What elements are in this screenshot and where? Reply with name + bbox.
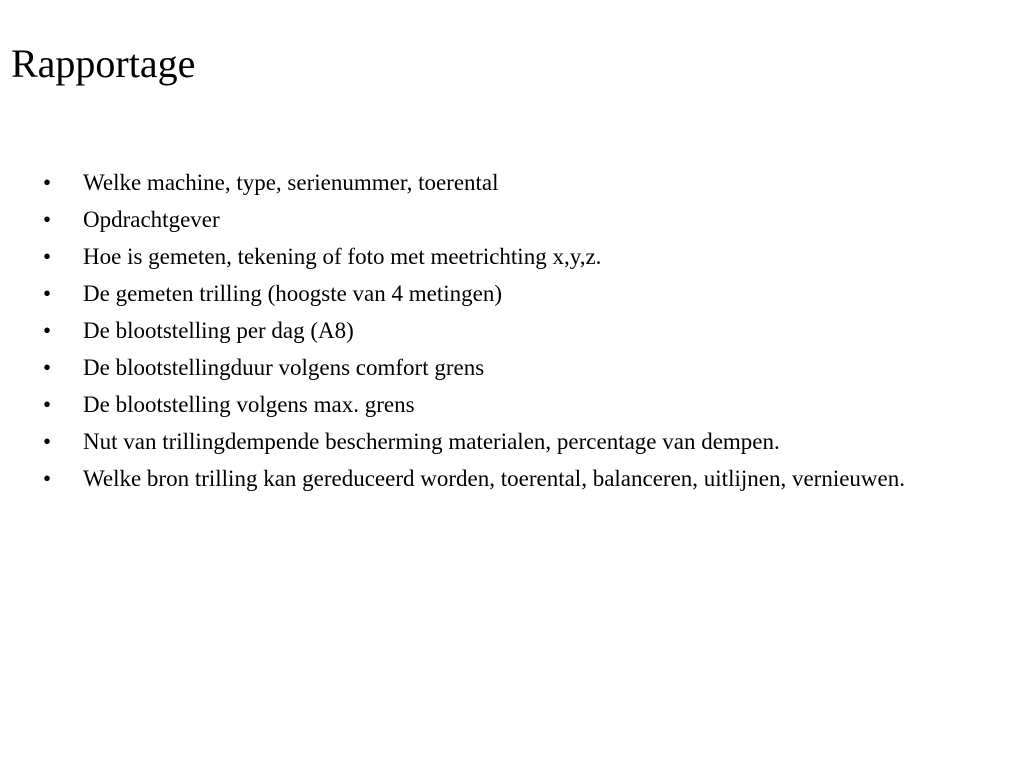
list-item — [43, 464, 973, 494]
bullet-icon: • — [43, 355, 52, 380]
list-item — [43, 353, 973, 383]
bullet-text: De blootstellingduur volgens comfort grens — [83, 355, 485, 380]
bullet-text: Hoe is gemeten, tekening of foto met meetrichting x,y,z. — [83, 244, 602, 269]
slide-title: Rapportage — [11, 41, 196, 86]
bullet-icon: • — [43, 207, 52, 232]
bullet-icon: • — [43, 281, 52, 306]
bullet-text: De gemeten trilling (hoogste van 4 metingen) — [83, 281, 502, 306]
list-item — [43, 168, 973, 198]
bullet-text: De blootstelling volgens max. grens — [83, 392, 415, 417]
bullet-icon: • — [43, 466, 52, 491]
bullet-icon: • — [43, 244, 52, 269]
list-item — [43, 279, 973, 309]
list-item — [43, 242, 973, 272]
bullet-text: De blootstelling per dag (A8) — [83, 318, 354, 343]
bullet-list — [43, 168, 973, 501]
list-item — [43, 316, 973, 346]
bullet-icon: • — [43, 429, 52, 454]
bullet-icon: • — [43, 170, 52, 195]
bullet-text: Opdrachtgever — [83, 207, 220, 232]
bullet-icon: • — [43, 318, 52, 343]
bullet-text: Welke bron trilling kan gereduceerd worden, toerental, balanceren, uitlijnen, vernieuwen. — [83, 466, 905, 491]
bullet-text: Welke machine, type, serienummer, toerental — [83, 170, 499, 195]
list-item — [43, 390, 973, 420]
bullet-icon: • — [43, 392, 52, 417]
bullet-text: Nut van trillingdempende bescherming materialen, percentage van dempen. — [83, 429, 780, 454]
list-item — [43, 205, 973, 235]
list-item — [43, 427, 973, 457]
